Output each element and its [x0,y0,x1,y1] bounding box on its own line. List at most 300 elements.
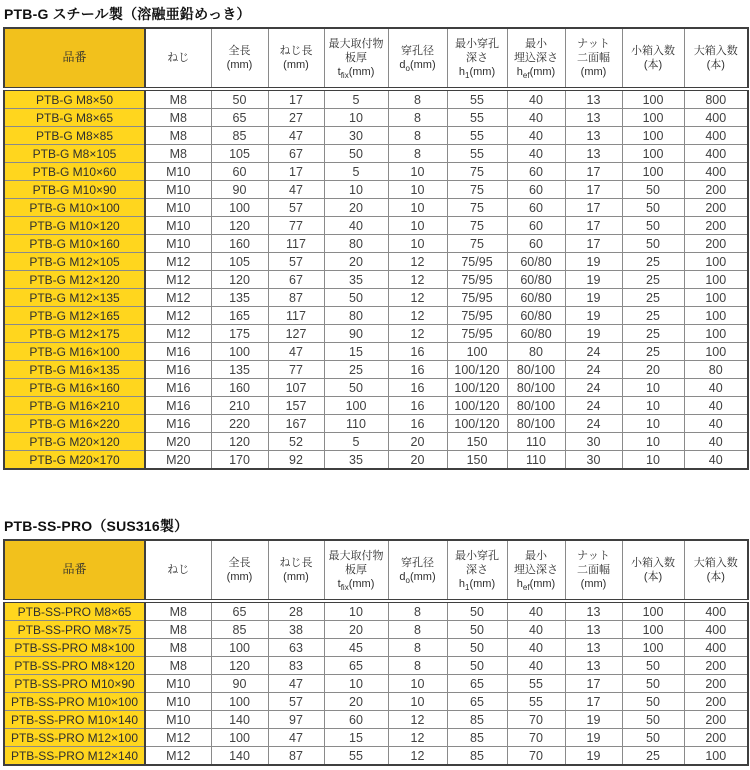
spec-value-cell: 40 [324,217,388,235]
table-row [4,747,748,766]
table-row [4,217,748,235]
spec-value-cell: 10 [388,693,447,711]
spec-value-cell: 100 [622,145,684,163]
spec-value-cell: 16 [388,379,447,397]
spec-value-cell: 87 [268,747,324,766]
ptb-g-table-body [4,89,748,469]
spec-value-cell: 40 [684,397,748,415]
header-line: (本) [706,571,725,583]
spec-value-cell: 10 [622,397,684,415]
spec-value-cell: 8 [388,657,447,675]
spec-value-cell: 135 [211,361,268,379]
spec-value-cell: 120 [211,657,268,675]
spec-value-cell: 200 [684,657,748,675]
spec-value-cell: 50 [447,621,507,639]
part-number-cell: PTB-G M12×175 [4,325,145,343]
table-row [4,451,748,470]
part-number-cell: PTB-G M10×90 [4,181,145,199]
spec-value-cell: 100 [447,343,507,361]
header-line: 埋込深さ [514,563,558,576]
spec-value-cell: 25 [622,271,684,289]
part-number-cell: PTB-G M10×160 [4,235,145,253]
spec-value-cell: 140 [211,711,268,729]
spec-value-cell: 80 [507,343,565,361]
spec-value-cell: 100/120 [447,397,507,415]
spec-value-cell: 60/80 [507,289,565,307]
spec-value-cell: 50 [447,639,507,657]
spec-value-cell: M8 [145,127,211,145]
header-symbol-line: $h_{ef}(mm)$ [516,578,556,593]
spec-value-cell: M12 [145,307,211,325]
table-row [4,343,748,361]
spec-value-cell: 27 [268,109,324,127]
spec-value-cell: 75/95 [447,307,507,325]
header-symbol-line: $t_{fix}(mm)$ [337,578,375,593]
spec-value-cell: 60 [507,181,565,199]
spec-value-cell: 20 [388,451,447,470]
spec-value-cell: 10 [388,217,447,235]
spec-value-cell: 20 [622,361,684,379]
spec-value-cell: 40 [507,109,565,127]
header-line: (mm) [226,59,253,71]
spec-value-cell: 100 [622,127,684,145]
table-row [4,163,748,181]
spec-value-cell: 20 [324,621,388,639]
spec-value-cell: 100/120 [447,361,507,379]
spec-value-cell: M16 [145,415,211,433]
spec-value-cell: 85 [211,621,268,639]
spec-value-cell: M10 [145,181,211,199]
spec-value-cell: 65 [211,109,268,127]
part-number-cell: PTB-G M12×105 [4,253,145,271]
spec-value-cell: 24 [565,343,622,361]
spec-value-cell: 52 [268,433,324,451]
header-line: 最大取付物 [328,37,384,50]
spec-value-cell: 220 [211,415,268,433]
part-number-cell: PTB-G M8×85 [4,127,145,145]
spec-value-cell: 50 [622,235,684,253]
header-line: ねじ長 [279,556,313,569]
spec-value-cell: 92 [268,451,324,470]
spec-value-cell: 40 [507,639,565,657]
header-line: (本) [706,59,725,71]
spec-value-cell: 19 [565,711,622,729]
part-number-cell: PTB-SS-PRO M10×90 [4,675,145,693]
spec-value-cell: 200 [684,235,748,253]
spec-value-cell: 10 [388,163,447,181]
spec-value-cell: 50 [622,217,684,235]
header-line: 最小穿孔 [455,549,499,562]
spec-value-cell: 75/95 [447,253,507,271]
ptb-ss-pro-table-body [4,601,748,765]
spec-value-cell: 50 [211,89,268,109]
header-line: 小箱入数 [631,44,675,57]
spec-value-cell: 105 [211,145,268,163]
part-number-cell: PTB-G M16×220 [4,415,145,433]
spec-value-cell: 120 [211,217,268,235]
ptb-g-table-header [4,28,748,89]
spec-value-cell: 200 [684,199,748,217]
col-header-nut-width [565,540,622,601]
spec-value-cell: 13 [565,601,622,621]
spec-value-cell: 107 [268,379,324,397]
spec-value-cell: 35 [324,271,388,289]
spec-value-cell: 100 [684,307,748,325]
part-number-cell: PTB-SS-PRO M12×140 [4,747,145,766]
col-header-min-drill-depth [447,540,507,601]
col-header-large-box-qty [684,540,748,601]
spec-value-cell: 55 [324,747,388,766]
spec-value-cell: 85 [447,729,507,747]
table-row [4,397,748,415]
spec-value-cell: 13 [565,127,622,145]
spec-value-cell: 19 [565,307,622,325]
spec-value-cell: 210 [211,397,268,415]
spec-value-cell: M10 [145,217,211,235]
spec-value-cell: 12 [388,729,447,747]
spec-value-cell: 40 [507,127,565,145]
spec-value-cell: 8 [388,639,447,657]
spec-value-cell: 17 [565,199,622,217]
header-line: 最小 [525,37,547,50]
spec-value-cell: 16 [388,361,447,379]
spec-value-cell: 19 [565,747,622,766]
spec-value-cell: 50 [447,657,507,675]
spec-value-cell: 28 [268,601,324,621]
spec-value-cell: 8 [388,89,447,109]
spec-value-cell: 17 [565,235,622,253]
table-row [4,289,748,307]
spec-value-cell: 25 [622,343,684,361]
col-header-max-fixture-thickness [324,540,388,601]
spec-value-cell: 20 [388,433,447,451]
spec-value-cell: 75 [447,199,507,217]
header-row [4,28,748,89]
spec-value-cell: 75/95 [447,271,507,289]
spec-value-cell: 200 [684,729,748,747]
spec-value-cell: 75 [447,235,507,253]
spec-value-cell: 10 [622,433,684,451]
spec-value-cell: M8 [145,639,211,657]
spec-value-cell: 70 [507,711,565,729]
spec-value-cell: 77 [268,361,324,379]
spec-value-cell: 10 [622,379,684,397]
spec-value-cell: 100 [622,109,684,127]
spec-value-cell: 5 [324,89,388,109]
spec-value-cell: 110 [507,433,565,451]
header-line: 板厚 [345,51,367,64]
spec-value-cell: 19 [565,729,622,747]
spec-value-cell: 100 [684,343,748,361]
header-line: (mm) [283,59,309,71]
spec-value-cell: 40 [684,379,748,397]
spec-value-cell: 400 [684,109,748,127]
spec-value-cell: 157 [268,397,324,415]
spec-value-cell: 400 [684,145,748,163]
part-number-cell: PTB-G M12×135 [4,289,145,307]
header-line: 全長 [228,44,251,57]
spec-value-cell: 50 [622,181,684,199]
header-line: 二面幅 [577,563,610,576]
table-row [4,181,748,199]
spec-value-cell: M16 [145,397,211,415]
spec-value-cell: 117 [268,307,324,325]
spec-value-cell: 47 [268,343,324,361]
header-line: 埋込深さ [514,51,558,64]
spec-value-cell: 80 [324,235,388,253]
spec-value-cell: 10 [388,235,447,253]
spec-value-cell: 80 [684,361,748,379]
col-header-part-number [4,540,145,601]
col-header-total-length [211,540,268,601]
spec-value-cell: 100 [622,163,684,181]
spec-value-cell: 165 [211,307,268,325]
spec-value-cell: 100 [211,639,268,657]
spec-value-cell: 400 [684,163,748,181]
table-row [4,693,748,711]
spec-value-cell: 50 [324,379,388,397]
col-header-min-embedment-depth [507,540,565,601]
spec-value-cell: 13 [565,621,622,639]
spec-value-cell: 67 [268,145,324,163]
col-header-nut-width [565,28,622,89]
spec-value-cell: 5 [324,433,388,451]
spec-value-cell: 55 [447,145,507,163]
spec-value-cell: 12 [388,289,447,307]
spec-value-cell: 10 [324,181,388,199]
spec-value-cell: 8 [388,621,447,639]
table-row [4,711,748,729]
spec-value-cell: 83 [268,657,324,675]
col-header-part-number [4,28,145,89]
spec-value-cell: 19 [565,325,622,343]
part-number-cell: PTB-G M20×170 [4,451,145,470]
header-line: (mm) [283,571,309,583]
spec-value-cell: 140 [211,747,268,766]
spec-value-cell: 13 [565,145,622,163]
spec-value-cell: 167 [268,415,324,433]
spec-value-cell: 40 [507,601,565,621]
spec-value-cell: 17 [565,693,622,711]
part-number-cell: PTB-G M16×160 [4,379,145,397]
spec-value-cell: 10 [388,675,447,693]
spec-value-cell: 30 [565,433,622,451]
spec-value-cell: 100 [324,397,388,415]
part-number-cell: PTB-G M16×210 [4,397,145,415]
table-row [4,415,748,433]
spec-value-cell: M20 [145,451,211,470]
spec-value-cell: 12 [388,711,447,729]
spec-value-cell: 25 [622,747,684,766]
table-row [4,307,748,325]
spec-value-cell: 60/80 [507,271,565,289]
spec-value-cell: 200 [684,675,748,693]
spec-value-cell: 63 [268,639,324,657]
spec-value-cell: 100 [684,325,748,343]
header-symbol-line: $h_1(mm)$ [458,578,496,593]
table-row [4,361,748,379]
table-row [4,199,748,217]
spec-value-cell: M8 [145,109,211,127]
spec-value-cell: 17 [565,217,622,235]
spec-value-cell: 175 [211,325,268,343]
spec-value-cell: 50 [622,729,684,747]
spec-value-cell: 8 [388,109,447,127]
spec-value-cell: 10 [388,181,447,199]
header-line: 品番 [62,562,87,577]
ptb-g-spec-table [3,27,749,470]
spec-value-cell: 87 [268,289,324,307]
spec-value-cell: 60 [211,163,268,181]
spec-value-cell: 15 [324,729,388,747]
spec-value-cell: 117 [268,235,324,253]
spec-value-cell: 8 [388,145,447,163]
spec-value-cell: M20 [145,433,211,451]
spec-value-cell: M8 [145,657,211,675]
spec-value-cell: M12 [145,747,211,766]
spec-value-cell: 55 [447,127,507,145]
spec-value-cell: 17 [565,675,622,693]
part-number-cell: PTB-G M10×120 [4,217,145,235]
spec-value-cell: 77 [268,217,324,235]
spec-value-cell: 50 [447,601,507,621]
spec-value-cell: 100 [684,271,748,289]
spec-value-cell: M8 [145,145,211,163]
spec-value-cell: 75/95 [447,325,507,343]
spec-value-cell: 19 [565,253,622,271]
col-header-thread-length [268,28,324,89]
col-header-thread-length [268,540,324,601]
spec-value-cell: 85 [447,711,507,729]
spec-value-cell: 19 [565,271,622,289]
header-line: ねじ [167,51,190,64]
spec-value-cell: 12 [388,747,447,766]
table-row [4,89,748,109]
spec-value-cell: 60/80 [507,307,565,325]
spec-value-cell: M8 [145,621,211,639]
ptb-ss-pro-spec-table [3,539,749,766]
spec-value-cell: 12 [388,253,447,271]
spec-value-cell: 70 [507,747,565,766]
part-number-cell: PTB-G M12×165 [4,307,145,325]
spec-value-cell: 150 [447,433,507,451]
col-header-max-fixture-thickness [324,28,388,89]
spec-value-cell: 170 [211,451,268,470]
spec-value-cell: 120 [211,271,268,289]
header-line: (mm) [580,578,607,591]
spec-value-cell: M8 [145,89,211,109]
spec-value-cell: M10 [145,235,211,253]
header-line: 穿孔径 [401,44,434,57]
spec-value-cell: 50 [622,675,684,693]
spec-value-cell: 65 [447,693,507,711]
spec-value-cell: 24 [565,415,622,433]
spec-value-cell: 80/100 [507,361,565,379]
spec-value-cell: 13 [565,89,622,109]
header-line: ナット [577,549,610,562]
part-number-cell: PTB-G M16×100 [4,343,145,361]
spec-value-cell: 17 [268,163,324,181]
spec-value-cell: 65 [324,657,388,675]
spec-value-cell: 60 [507,163,565,181]
spec-value-cell: 75 [447,181,507,199]
spec-value-cell: 25 [324,361,388,379]
part-number-cell: PTB-G M20×120 [4,433,145,451]
spec-value-cell: 55 [507,675,565,693]
spec-value-cell: 200 [684,181,748,199]
header-symbol-line: $d_o(mm)$ [399,59,436,74]
header-symbol-line: $d_o(mm)$ [399,571,436,586]
spec-value-cell: 90 [211,181,268,199]
spec-value-cell: 25 [622,289,684,307]
spec-value-cell: 100 [211,693,268,711]
spec-value-cell: 25 [622,325,684,343]
spec-value-cell: 100 [622,601,684,621]
header-line: 最小穿孔 [455,37,499,50]
col-header-small-box-qty [622,540,684,601]
spec-value-cell: 57 [268,693,324,711]
header-symbol-line: $h_1(mm)$ [458,66,496,81]
header-line: (mm) [226,571,253,583]
spec-value-cell: 17 [565,163,622,181]
spec-value-cell: M10 [145,693,211,711]
col-header-total-length [211,28,268,89]
spec-value-cell: 13 [565,109,622,127]
spec-value-cell: 13 [565,639,622,657]
spec-value-cell: 90 [211,675,268,693]
spec-value-cell: 35 [324,451,388,470]
spec-value-cell: 100 [211,343,268,361]
spec-value-cell: 12 [388,271,447,289]
col-header-drill-diameter [388,28,447,89]
table-row [4,433,748,451]
spec-value-cell: M12 [145,729,211,747]
spec-value-cell: 30 [324,127,388,145]
part-number-cell: PTB-SS-PRO M8×75 [4,621,145,639]
header-line: 板厚 [345,563,367,576]
spec-value-cell: M12 [145,271,211,289]
spec-value-cell: 16 [388,343,447,361]
spec-value-cell: 50 [622,711,684,729]
part-number-cell: PTB-G M10×100 [4,199,145,217]
spec-value-cell: 70 [507,729,565,747]
spec-value-cell: 5 [324,163,388,181]
table-row [4,379,748,397]
spec-value-cell: 20 [324,253,388,271]
spec-value-cell: 10 [622,451,684,470]
spec-value-cell: 50 [622,693,684,711]
table-row [4,271,748,289]
header-line: 大箱入数 [693,556,738,569]
spec-value-cell: 75/95 [447,289,507,307]
spec-value-cell: 47 [268,729,324,747]
spec-value-cell: 60 [507,217,565,235]
header-line: 深さ [466,563,488,576]
header-line: 最大取付物 [328,549,384,562]
spec-value-cell: 20 [324,199,388,217]
spec-value-cell: 80/100 [507,415,565,433]
spec-value-cell: 20 [324,693,388,711]
spec-value-cell: 400 [684,601,748,621]
spec-value-cell: M12 [145,325,211,343]
spec-value-cell: 80/100 [507,379,565,397]
header-line: 全長 [228,556,251,569]
spec-value-cell: 200 [684,693,748,711]
spec-value-cell: 120 [211,433,268,451]
col-header-large-box-qty [684,28,748,89]
spec-value-cell: 60/80 [507,253,565,271]
spec-value-cell: M10 [145,675,211,693]
